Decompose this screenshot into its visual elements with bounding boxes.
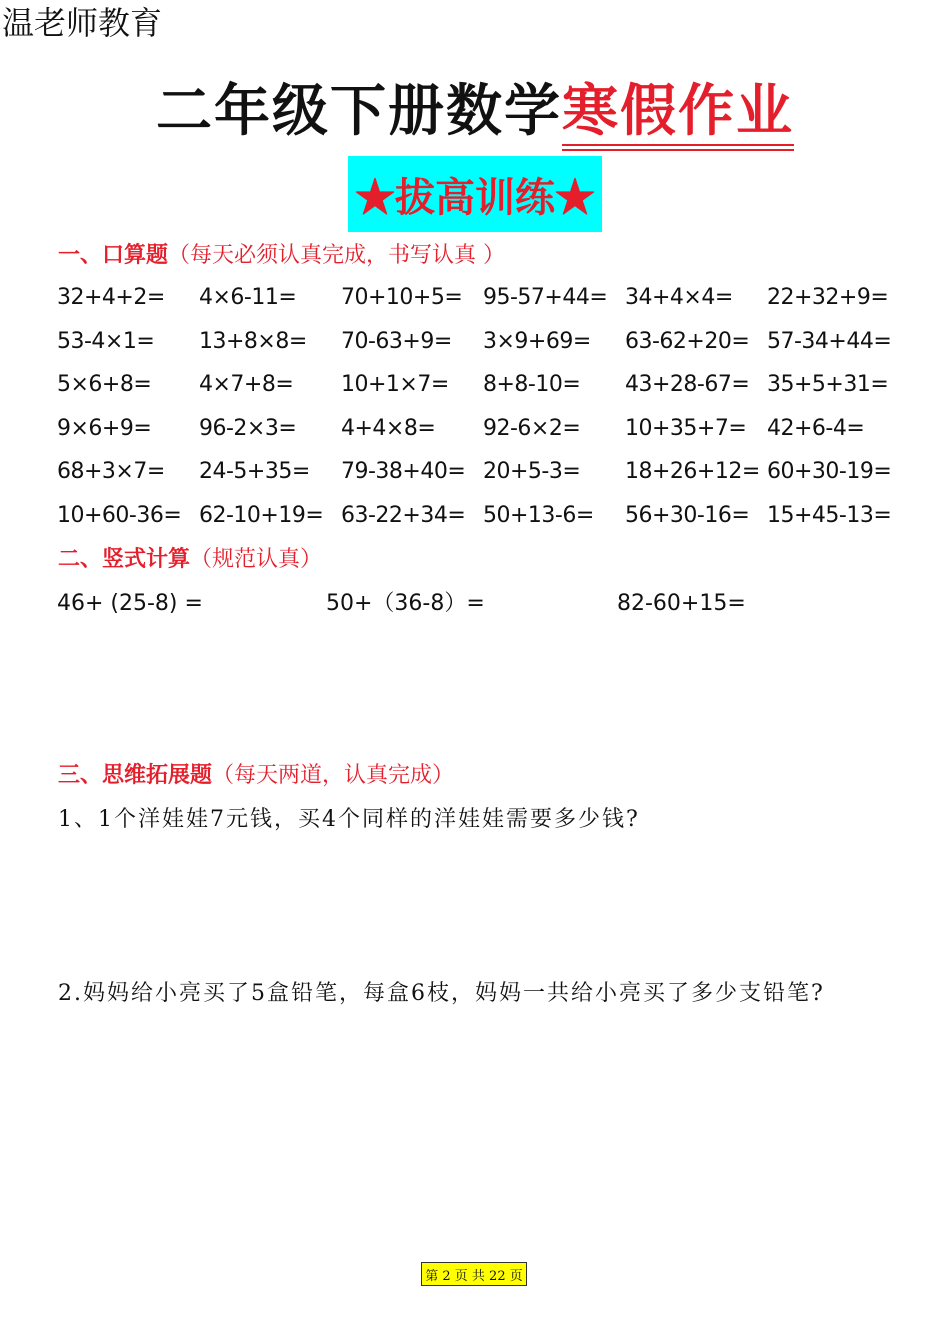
oral-problem: 34+4×4=: [625, 285, 733, 310]
vertical-problem: 82-60+15=: [617, 591, 746, 616]
oral-problem: 4+4×8=: [341, 415, 436, 441]
section-vertical-note: （规范认真）: [190, 547, 323, 572]
oral-problem: 79-38+40=: [341, 459, 466, 485]
oral-problem: 95-57+44=: [483, 285, 608, 310]
word-problem-1: 1、1个洋娃娃7元钱，买4个同样的洋娃娃需要多少钱?: [58, 807, 640, 832]
oral-problem: 53-4×1=: [57, 328, 155, 354]
section-oral-title: 一、口算题: [58, 242, 169, 268]
oral-problem: 60+30-19=: [767, 459, 892, 485]
oral-problem: 35+5+31=: [767, 372, 889, 398]
word-problem-2: 2.妈妈给小亮买了5盒铅笔，每盒6枝，妈妈一共给小亮买了多少支铅笔?: [58, 981, 825, 1006]
section-vertical-title: 二、竖式计算: [58, 546, 191, 572]
vertical-problem: 46+ (25-8) =: [57, 591, 203, 616]
oral-problem: 18+26+12=: [625, 459, 760, 485]
section-oral-heading: [58, 242, 505, 269]
oral-problem: 22+32+9=: [767, 285, 889, 310]
oral-problem: 24-5+35=: [199, 459, 310, 485]
oral-problem: 92-6×2=: [483, 415, 581, 441]
section-thinking-title: 三、思维拓展题: [58, 762, 213, 788]
oral-problem: 68+3×7=: [57, 459, 165, 485]
oral-problem: 8+8-10=: [483, 372, 581, 398]
oral-problem: 50+13-6=: [483, 502, 594, 528]
oral-problem: 15+45-13=: [767, 502, 892, 528]
oral-problem: 32+4+2=: [57, 285, 165, 310]
brand-name: 温老师教育: [2, 4, 163, 42]
oral-problem: 13+8×8=: [199, 328, 307, 354]
oral-problem: 4×7+8=: [199, 372, 294, 398]
vertical-problem-row: [0, 587, 950, 621]
oral-problem: 43+28-67=: [625, 372, 750, 398]
section-thinking-heading: [58, 762, 454, 789]
oral-problem: 9×6+9=: [57, 415, 152, 441]
oral-problem: 10+1×7=: [341, 372, 449, 398]
title-main: 二年级下册数学: [156, 78, 562, 144]
oral-problem: 42+6-4=: [767, 415, 865, 441]
oral-problem: 62-10+19=: [199, 502, 324, 528]
oral-problem: 10+60-36=: [57, 502, 182, 528]
page-number-footer: 第 2 页 共 22 页: [421, 1262, 527, 1286]
oral-problem-grid: [57, 281, 917, 543]
vertical-problem: 50+（36-8）=: [326, 591, 485, 616]
oral-problem: 70+10+5=: [341, 285, 463, 310]
oral-problem: 10+35+7=: [625, 415, 747, 441]
section-oral-note: （每天必须认真完成，书写认真 ）: [168, 243, 506, 268]
title-highlight: 寒假作业: [562, 78, 794, 144]
training-banner: ★拔高训练★: [348, 156, 602, 232]
section-thinking-note: （每天两道，认真完成）: [212, 763, 455, 788]
oral-problem: 20+5-3=: [483, 459, 581, 485]
oral-problem: 63-62+20=: [625, 328, 750, 354]
oral-problem: 56+30-16=: [625, 502, 750, 528]
oral-problem: 3×9+69=: [483, 328, 591, 354]
oral-problem: 96-2×3=: [199, 415, 297, 441]
section-vertical-heading: [58, 546, 322, 573]
page-title: [0, 78, 950, 145]
oral-problem: 70-63+9=: [341, 328, 452, 354]
oral-problem: 4×6-11=: [199, 285, 297, 310]
oral-problem: 57-34+44=: [767, 328, 892, 354]
oral-problem: 5×6+8=: [57, 372, 152, 398]
oral-problem: 63-22+34=: [341, 502, 466, 528]
